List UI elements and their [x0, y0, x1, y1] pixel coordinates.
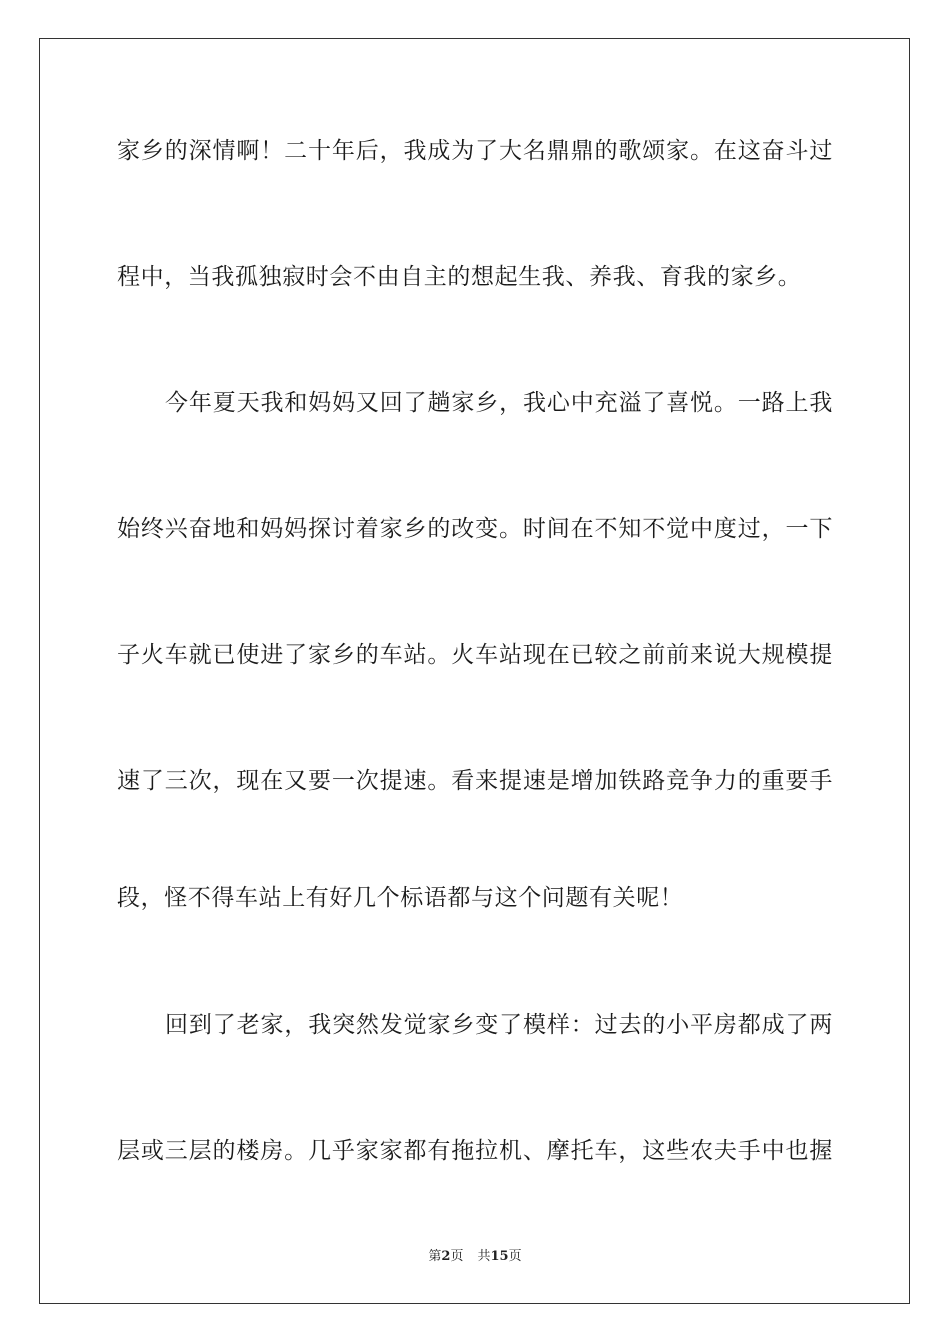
text-line-3: 今年夏天我和妈妈又回了趟家乡，我心中充溢了喜悦。一路上我: [165, 390, 833, 416]
page-number: 2: [441, 1249, 451, 1264]
text-line-5: 子火车就已使进了家乡的车站。火车站现在已较之前前来说大规模提: [117, 642, 833, 668]
text-line-8: 回到了老家，我突然发觉家乡变了模样：过去的小平房都成了两: [165, 1012, 833, 1038]
page-border: [39, 38, 910, 1304]
total-suffix: 页: [508, 1249, 522, 1264]
text-line-2: 程中，当我孤独寂时会不由自主的想起生我、养我、育我的家乡。: [117, 264, 802, 290]
page-prefix: 第: [428, 1249, 442, 1264]
text-line-7: 段，怪不得车站上有好几个标语都与这个问题有关呢！: [117, 885, 684, 911]
total-pages: 15: [490, 1249, 509, 1264]
page-footer: [0, 1248, 950, 1266]
text-line-4: 始终兴奋地和妈妈探讨着家乡的改变。时间在不知不觉中度过，一下: [117, 516, 833, 542]
total-prefix: 共: [477, 1249, 491, 1264]
text-line-6: 速了三次，现在又要一次提速。看来提速是增加铁路竞争力的重要手: [117, 768, 833, 794]
page-suffix: 页: [450, 1249, 464, 1264]
text-line-9: 层或三层的楼房。几乎家家都有拖拉机、摩托车，这些农夫手中也握: [117, 1138, 833, 1164]
text-line-1: 家乡的深情啊！二十年后，我成为了大名鼎鼎的歌颂家。在这奋斗过: [117, 138, 833, 164]
